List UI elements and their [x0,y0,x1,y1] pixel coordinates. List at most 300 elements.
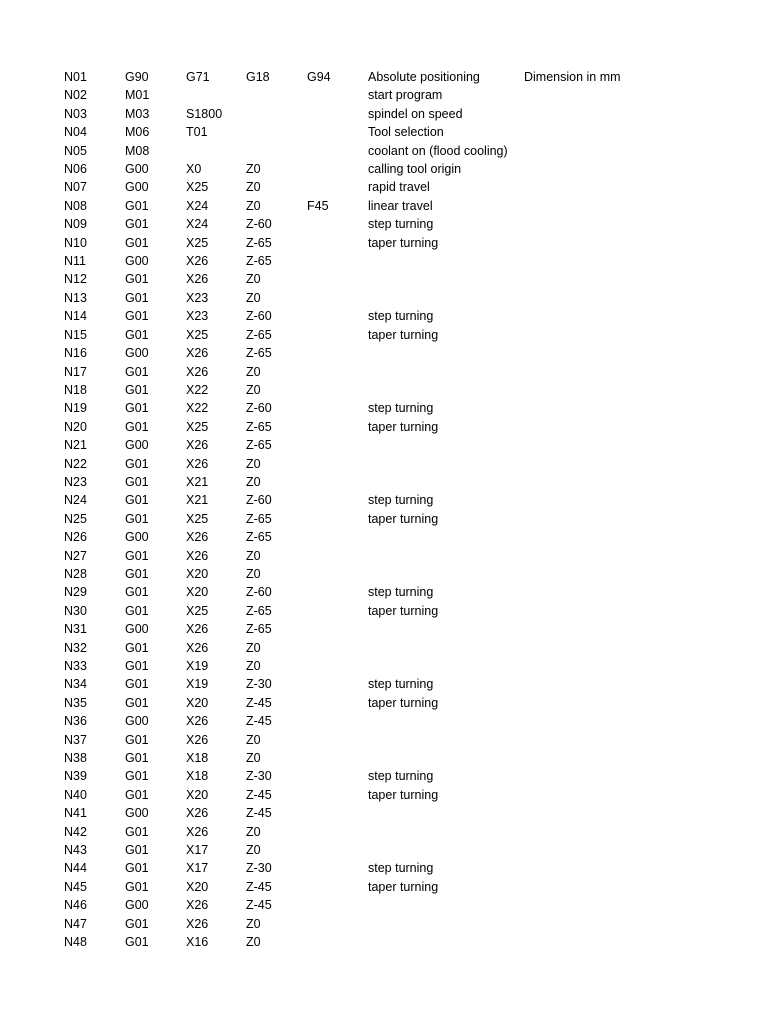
note-cell [524,455,644,473]
program-row [64,399,644,417]
address-x-cell: X25 [186,180,209,195]
comment-cell: taper turning [368,603,439,618]
comment-cell: step turning [368,769,434,784]
address-z-cell: Z-65 [246,419,272,434]
block-number-cell: N23 [64,474,87,489]
comment-cell [368,749,524,767]
comment-cell: taper turning [368,419,439,434]
note-cell [524,841,644,859]
address-z-cell: Z0 [246,640,261,655]
comment-cell: rapid travel [368,180,430,195]
note-cell [524,215,644,233]
block-number-cell: N12 [64,272,87,287]
comment-cell [368,565,524,583]
comment-cell: taper turning [368,787,439,802]
address-x-cell: X18 [186,751,209,766]
address-x-cell: X23 [186,309,209,324]
g-code-cell: G01 [125,382,149,397]
feed-cell [307,252,368,270]
program-row [64,307,644,325]
note-cell [524,933,644,951]
note-cell [524,363,644,381]
address-z-cell: Z-45 [246,714,272,729]
comment-cell [368,473,524,491]
block-number-cell: N02 [64,88,87,103]
comment-cell [368,528,524,546]
g-code-cell: G01 [125,511,149,526]
note-cell [524,565,644,583]
note-cell [524,639,644,657]
program-row [64,823,644,841]
block-number-cell: N28 [64,566,87,581]
address-z-cell: Z0 [246,566,261,581]
comment-cell: linear travel [368,198,433,213]
feed-cell [307,878,368,896]
block-number-cell: N09 [64,217,87,232]
feed-cell [307,473,368,491]
note-cell [524,804,644,822]
note-cell [524,344,644,362]
address-x-cell: X26 [186,254,209,269]
program-row [64,915,644,933]
address-z-cell: Z0 [246,843,261,858]
feed-cell [307,510,368,528]
comment-cell [368,289,524,307]
address-x-cell: G71 [186,70,210,84]
block-number-cell: N04 [64,125,87,140]
note-cell [524,381,644,399]
feed-cell [307,841,368,859]
g-code-cell: G00 [125,346,149,361]
feed-cell [307,731,368,749]
program-row [64,197,644,215]
address-z-cell: Z-60 [246,309,272,324]
block-number-cell: N25 [64,511,87,526]
block-number-cell: N15 [64,327,87,342]
address-z-cell: Z-60 [246,217,272,232]
note-cell [524,583,644,601]
comment-cell [368,547,524,565]
address-x-cell: X21 [186,493,209,508]
comment-cell [368,344,524,362]
feed-cell [307,786,368,804]
comment-cell [368,657,524,675]
block-number-cell: N41 [64,806,87,821]
block-number-cell: N24 [64,493,87,508]
feed-cell [307,344,368,362]
comment-cell: taper turning [368,235,439,250]
address-z-cell: Z-60 [246,585,272,600]
note-cell [524,178,644,196]
address-z-cell: Z0 [246,751,261,766]
address-z-cell: Z-65 [246,235,272,250]
program-row [64,455,644,473]
note-cell [524,823,644,841]
feed-cell [307,86,368,104]
g-code-cell: G01 [125,548,149,563]
g-code-cell: G01 [125,217,149,232]
address-x-cell: X23 [186,290,209,305]
address-x-cell: X26 [186,456,209,471]
g-code-cell: G01 [125,861,149,876]
comment-cell [368,823,524,841]
program-row [64,142,644,160]
address-x-cell: X26 [186,898,209,913]
address-x-cell: X26 [186,272,209,287]
address-z-cell: Z0 [246,935,261,950]
feed-cell [307,712,368,730]
address-x-cell [186,142,246,160]
g-code-cell: G01 [125,290,149,305]
feed-cell [307,455,368,473]
block-number-cell: N37 [64,732,87,747]
address-z-cell: Z0 [246,659,261,673]
feed-cell [307,234,368,252]
comment-cell [368,270,524,288]
program-row [64,657,644,675]
address-z-cell: Z0 [246,364,261,379]
address-z-cell: Z-65 [246,622,272,637]
block-number-cell: N01 [64,70,87,84]
block-number-cell: N10 [64,235,87,250]
note-cell [524,896,644,914]
comment-cell [368,252,524,270]
feed-cell [307,657,368,675]
address-z-cell: Z0 [246,916,261,931]
note-cell [524,749,644,767]
feed-cell [307,160,368,178]
note-cell [524,528,644,546]
address-x-cell: X19 [186,659,209,673]
address-x-cell: X25 [186,419,209,434]
address-z-cell [246,86,307,104]
comment-cell: taper turning [368,327,439,342]
g-code-cell: G01 [125,640,149,655]
feed-cell [307,289,368,307]
note-cell [524,436,644,454]
program-row [64,105,644,123]
g-code-cell: G01 [125,456,149,471]
address-x-cell: X20 [186,585,209,600]
address-x-cell: X25 [186,327,209,342]
block-number-cell: N30 [64,603,87,618]
note-cell [524,307,644,325]
g-code-cell: G01 [125,272,149,287]
comment-cell [368,804,524,822]
note-cell [524,142,644,160]
note-cell [524,915,644,933]
feed-cell [307,915,368,933]
feed-cell [307,399,368,417]
address-x-cell: X20 [186,566,209,581]
g-code-cell: M06 [125,125,150,140]
program-row [64,694,644,712]
comment-cell: step turning [368,493,434,508]
program-row [64,86,644,104]
feed-cell [307,142,368,160]
program-row [64,933,644,951]
feed-cell [307,823,368,841]
program-row [64,252,644,270]
program-row [64,767,644,785]
address-z-cell: Z-60 [246,401,272,416]
block-number-cell: N40 [64,787,87,802]
address-z-cell: Z-65 [246,511,272,526]
block-number-cell: N26 [64,530,87,545]
block-number-cell: N17 [64,364,87,379]
block-number-cell: N07 [64,180,87,195]
g-code-cell: G00 [125,806,149,821]
comment-cell [368,620,524,638]
block-number-cell: N11 [64,254,87,269]
program-row [64,178,644,196]
feed-cell [307,381,368,399]
feed-cell [307,363,368,381]
block-number-cell: N36 [64,714,87,729]
address-z-cell: Z-60 [246,493,272,508]
address-z-cell: Z0 [246,474,261,489]
feed-cell [307,583,368,601]
address-x-cell: X26 [186,438,209,453]
feed-cell [307,565,368,583]
block-number-cell: N48 [64,935,87,950]
address-z-cell [246,142,307,160]
block-number-cell: N16 [64,346,87,361]
note-cell [524,547,644,565]
program-row [64,123,644,141]
block-number-cell: N38 [64,751,87,766]
block-number-cell: N03 [64,106,87,121]
note-cell [524,160,644,178]
program-row [64,639,644,657]
block-number-cell: N13 [64,290,87,305]
program-row [64,583,644,601]
feed-cell [307,749,368,767]
g-code-cell: M08 [125,143,150,158]
comment-cell [368,381,524,399]
program-row [64,160,644,178]
note-cell [524,712,644,730]
cnc-program-sheet [64,68,644,952]
g-code-cell: G01 [125,309,149,324]
feed-cell [307,418,368,436]
comment-cell: start program [368,88,443,103]
comment-cell: calling tool origin [368,162,462,177]
g-code-cell: G01 [125,566,149,581]
address-x-cell: X17 [186,843,209,858]
comment-cell [368,841,524,859]
note-cell [524,105,644,123]
note-cell [524,878,644,896]
block-number-cell: N20 [64,419,87,434]
g-code-cell: M01 [125,88,150,103]
program-row [64,234,644,252]
block-number-cell: N08 [64,198,87,213]
comment-cell: taper turning [368,695,439,710]
address-z-cell: Z-65 [246,346,272,361]
g-code-cell: G01 [125,603,149,618]
address-z-cell: Z-45 [246,695,272,710]
feed-cell [307,896,368,914]
note-cell [524,270,644,288]
address-x-cell: X21 [186,474,209,489]
note-cell [524,694,644,712]
program-row [64,859,644,877]
note-cell [524,675,644,693]
g-code-cell: G01 [125,419,149,434]
note-cell [524,418,644,436]
block-number-cell: N44 [64,861,87,876]
feed-cell [307,436,368,454]
address-z-cell: Z-65 [246,438,272,453]
address-x-cell: X26 [186,714,209,729]
block-number-cell: N19 [64,401,87,416]
note-cell [524,731,644,749]
note-cell [524,620,644,638]
block-number-cell: N47 [64,916,87,931]
comment-cell [368,896,524,914]
address-x-cell: X25 [186,603,209,618]
block-number-cell: N39 [64,769,87,784]
g-code-cell: G01 [125,935,149,950]
note-cell [524,491,644,509]
feed-cell [307,491,368,509]
note-cell [524,289,644,307]
note-cell [524,510,644,528]
comment-cell: coolant on (flood cooling) [368,143,508,158]
g-code-cell: G01 [125,585,149,600]
program-row [64,878,644,896]
program-row [64,602,644,620]
comment-cell: step turning [368,861,434,876]
address-z-cell: Z-45 [246,787,272,802]
feed-cell [307,547,368,565]
address-x-cell: X19 [186,677,209,692]
comment-cell: Tool selection [368,125,444,140]
block-number-cell: N31 [64,622,87,637]
address-x-cell: X26 [186,916,209,931]
comment-cell: taper turning [368,511,439,526]
note-cell [524,767,644,785]
feed-cell [307,767,368,785]
address-x-cell: X26 [186,622,209,637]
program-row [64,528,644,546]
program-row [64,510,644,528]
address-z-cell: Z0 [246,732,261,747]
address-x-cell: X20 [186,787,209,802]
block-number-cell: N42 [64,824,87,839]
address-x-cell: X0 [186,162,202,177]
feed-cell: G94 [307,70,331,84]
g-code-cell: G00 [125,180,149,195]
feed-cell [307,178,368,196]
comment-cell: Absolute positioning [368,70,480,84]
note-cell [524,859,644,877]
feed-cell [307,326,368,344]
address-z-cell [246,123,307,141]
note-cell [524,234,644,252]
address-z-cell: Z0 [246,382,261,397]
comment-cell [368,455,524,473]
address-z-cell [246,105,307,123]
g-code-cell: G00 [125,254,149,269]
block-number-cell: N35 [64,695,87,710]
note-cell [524,399,644,417]
address-x-cell: X22 [186,382,209,397]
address-x-cell: X20 [186,879,209,894]
program-row [64,565,644,583]
address-z-cell: Z0 [246,180,261,195]
g-code-cell: G01 [125,364,149,379]
address-z-cell: Z0 [246,548,261,563]
address-x-cell: X26 [186,364,209,379]
comment-cell [368,363,524,381]
address-z-cell: Z-30 [246,861,272,876]
program-row [64,436,644,454]
address-x-cell: X26 [186,346,209,361]
address-z-cell: Z-65 [246,254,272,269]
g-code-cell: G00 [125,530,149,545]
address-z-cell: Z0 [246,272,261,287]
block-number-cell: N14 [64,309,87,324]
g-code-cell: G00 [125,622,149,637]
block-number-cell: N34 [64,677,87,692]
program-row [64,712,644,730]
feed-cell [307,105,368,123]
program-row [64,804,644,822]
address-x-cell: X18 [186,769,209,784]
feed-cell [307,933,368,951]
comment-cell [368,731,524,749]
program-row [64,786,644,804]
address-z-cell: Z0 [246,162,261,177]
feed-cell [307,620,368,638]
note-cell [524,123,644,141]
comment-cell: spindel on speed [368,106,463,121]
note-cell [524,786,644,804]
address-x-cell: X25 [186,511,209,526]
g-code-cell: G01 [125,751,149,766]
address-x-cell: X22 [186,401,209,416]
address-z-cell: Z0 [246,824,261,839]
note-cell [524,252,644,270]
comment-cell: step turning [368,401,434,416]
block-number-cell: N05 [64,143,87,158]
address-x-cell: X26 [186,806,209,821]
program-row [64,381,644,399]
feed-cell [307,270,368,288]
feed-cell [307,602,368,620]
note-cell [524,326,644,344]
block-number-cell: N46 [64,898,87,913]
address-x-cell: X26 [186,732,209,747]
block-number-cell: N43 [64,843,87,858]
note-cell: Dimension in mm [524,70,621,84]
address-z-cell: Z0 [246,456,261,471]
address-z-cell: Z0 [246,290,261,305]
block-number-cell: N22 [64,456,87,471]
program-row [64,344,644,362]
note-cell [524,86,644,104]
program-row [64,749,644,767]
comment-cell: step turning [368,217,434,232]
program-row [64,215,644,233]
feed-cell: F45 [307,198,329,213]
comment-cell: step turning [368,585,434,600]
program-row [64,491,644,509]
comment-cell: taper turning [368,879,439,894]
g-code-cell: G01 [125,787,149,802]
